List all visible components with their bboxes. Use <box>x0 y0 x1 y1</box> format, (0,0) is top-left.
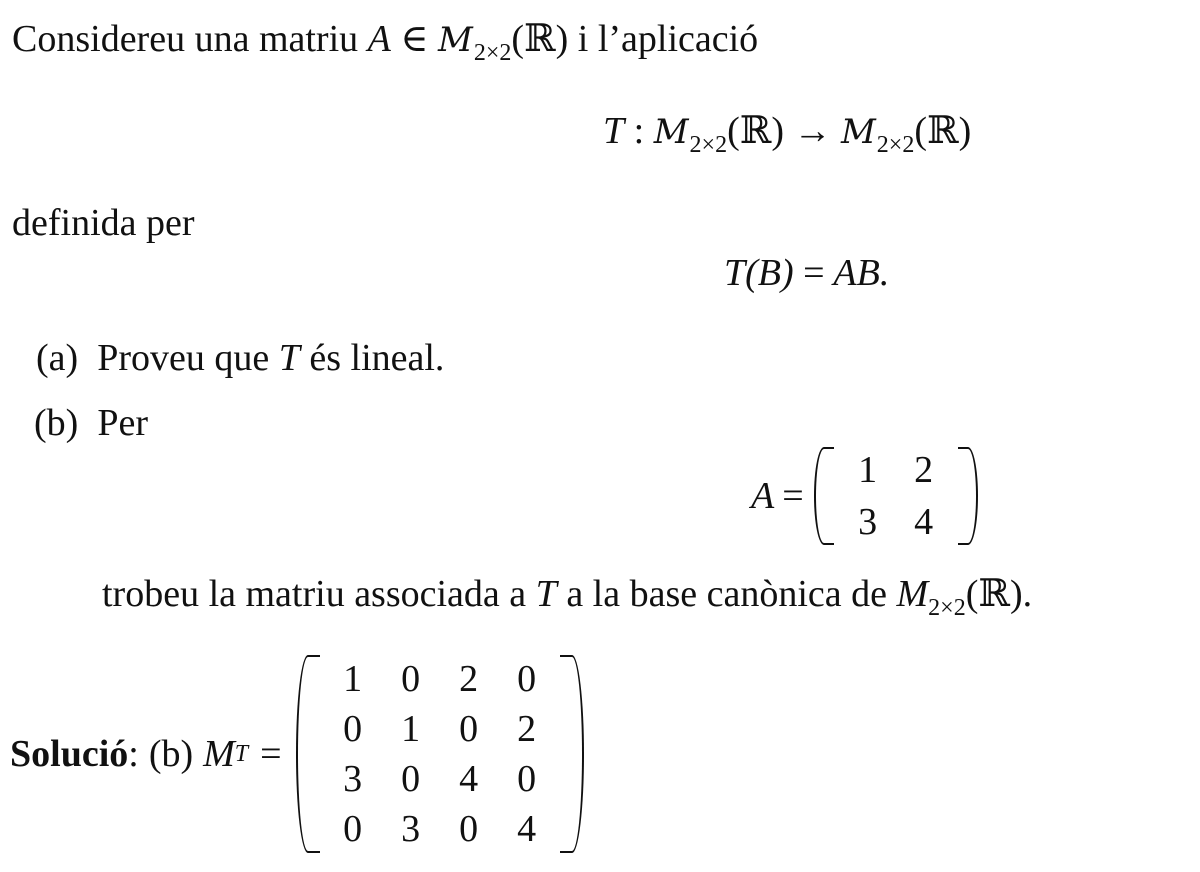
domain-field: (ℝ) <box>727 110 784 152</box>
solution-left-paren <box>296 655 320 853</box>
solution-equals: = <box>260 733 282 775</box>
in-symbol: ∈ <box>400 18 429 60</box>
solution-block: Solució : (b) M T = 1 0 2 0 0 1 0 2 3 0 4 0 0 3 0 4 <box>10 654 584 854</box>
matrix-a-cell: 4 <box>914 501 934 543</box>
codomain-symbol: M <box>840 112 877 152</box>
solution-cell: 0 <box>459 808 479 850</box>
codomain-field: (ℝ) <box>914 110 972 152</box>
trobeu-text: trobeu la matriu associada a <box>102 573 527 615</box>
def-rhs: AB. <box>833 252 890 294</box>
part-a-label: (a) <box>36 337 79 379</box>
solution-cell: 0 <box>517 758 537 800</box>
matrix-a-cell: 2 <box>914 449 934 491</box>
definition-equation <box>724 254 889 292</box>
matrix-space-symbol: M <box>438 20 474 60</box>
solution-part: (b) <box>148 733 194 775</box>
solution-cell: 0 <box>401 758 421 800</box>
solution-cell: 2 <box>459 658 479 700</box>
trobeu-field: (ℝ). <box>965 573 1033 615</box>
trobeu-space-symbol: M <box>896 573 929 615</box>
matrix-a-equals: = <box>782 475 804 517</box>
matrix-space-subscript: 2×2 <box>473 40 512 66</box>
solution-cell: 1 <box>401 708 421 750</box>
domain-symbol: M <box>653 112 690 152</box>
solution-matrix-name: M <box>203 733 235 775</box>
trobeu-subscript: 2×2 <box>928 595 966 621</box>
matrix-a-name: A <box>751 475 775 517</box>
definida-text: definida per <box>12 202 195 244</box>
codomain-subscript: 2×2 <box>876 132 915 158</box>
solution-cell: 2 <box>517 708 537 750</box>
def-lhs: T(B) <box>724 252 794 294</box>
part-a-var: T <box>278 337 300 379</box>
solution-cell: 3 <box>401 808 421 850</box>
solution-label: Solució <box>10 733 129 775</box>
trobeu-text-middle: a la base canònica de <box>566 573 888 615</box>
part-b-label: (b) <box>34 402 79 444</box>
solution-right-paren <box>560 655 584 853</box>
part-a-text: Proveu que <box>97 337 270 379</box>
map-name: T <box>603 110 625 152</box>
arrow-symbol: → <box>793 110 832 152</box>
solution-cell: 4 <box>517 808 537 850</box>
solution-matrix-grid <box>324 660 556 848</box>
part-a <box>36 339 444 377</box>
def-equals: = <box>803 252 825 294</box>
matrix-a-cell: 3 <box>858 501 878 543</box>
matrix-a-left-paren <box>814 447 834 545</box>
matrix-a-equation <box>751 446 978 546</box>
intro-text: Considereu una matriu <box>12 18 359 60</box>
solution-cell: 0 <box>401 658 421 700</box>
solution-cell: 0 <box>517 658 537 700</box>
part-b-text: Per <box>97 402 148 444</box>
trobeu-line <box>102 573 1033 621</box>
part-a-text-after: és lineal. <box>309 337 445 379</box>
solution-cell: 4 <box>459 758 479 800</box>
solution-cell: 3 <box>343 758 363 800</box>
domain-subscript: 2×2 <box>689 132 728 158</box>
intro-text-after: i l’aplicació <box>577 18 759 60</box>
matrix-a-right-paren <box>958 447 978 545</box>
solution-colon: : <box>128 733 139 775</box>
solution-cell: 0 <box>459 708 479 750</box>
var-a: A <box>367 18 391 60</box>
part-b <box>34 404 148 442</box>
solution-cell: 1 <box>343 658 363 700</box>
matrix-a-cell: 1 <box>858 449 878 491</box>
map-colon: : <box>633 110 645 152</box>
matrix-a-grid <box>840 451 952 541</box>
solution-cell: 0 <box>343 708 363 750</box>
intro-line <box>12 18 759 66</box>
solution-cell: 0 <box>343 808 363 850</box>
map-equation <box>603 110 972 158</box>
trobeu-var: T <box>535 573 557 615</box>
real-field: (ℝ) <box>511 18 569 60</box>
